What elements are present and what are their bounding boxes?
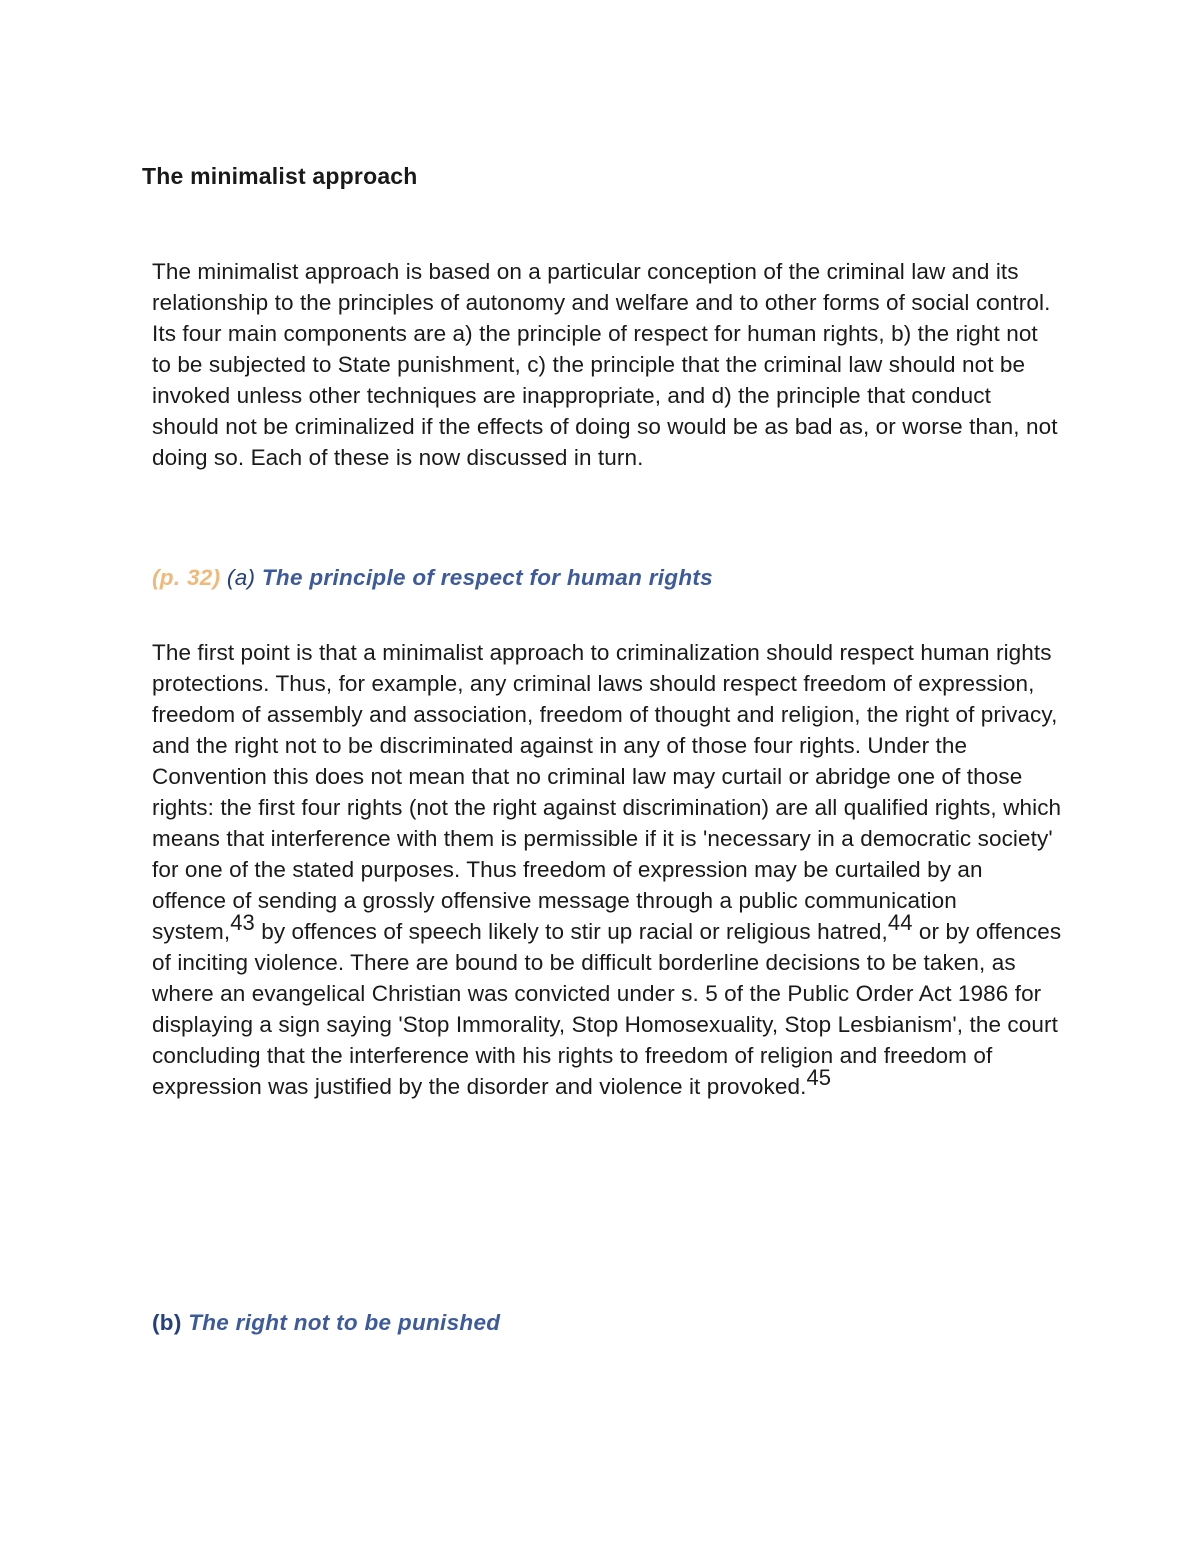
intro-paragraph: The minimalist approach is based on a particular conception of the criminal law and its relationship to the principles of autonomy and welfare and to other forms of social control. Its four main components are a) the principle of respect for human rights, b) the right not to be subjected to State punishment, c) the principle that the criminal law should not be invoked unless other techniques are inappropriate, and d) the principle that conduct should not be criminalized if the effects of doing so would be as bad as, or worse than, not doing so. Each of these is now discussed in turn.	[152, 259, 1058, 470]
section-a-title: The principle of respect for human rights	[261, 565, 713, 590]
section-b-title: The right not to be punished	[188, 1310, 501, 1335]
section-b-heading	[152, 1310, 500, 1336]
section-b-label: (b)	[152, 1310, 182, 1335]
section-a-paragraph	[152, 637, 1062, 1102]
page-reference: (p. 32)	[152, 565, 221, 590]
document-title: The minimalist approach	[142, 163, 418, 189]
footnote-ref-43: 43	[230, 910, 255, 935]
footnote-ref-45: 45	[806, 1065, 832, 1090]
section-a-label: (a)	[226, 565, 256, 590]
footnote-ref-44: 44	[887, 910, 913, 935]
section-a-heading	[152, 565, 713, 591]
section-a-text-2: by offences of speech likely to stir up racial or religious hatred,	[254, 919, 888, 944]
section-a-text-1: The first point is that a minimalist approach to criminalization should respect human rights protections. Thus, for example, any criminal laws should respect freedom of expression, freedom of assembly and association, freedom of thought and religion, the right of privacy, and the right not to be discriminated against in any of those four rights. Under the Convention this does not mean that no criminal law may curtail or abridge one of those rights: the first four rights (not the right against discrimination) are all qualified rights, which means that interference with them is permissible if it is 'necessary in a democratic society' for one of the stated purposes. Thus freedom of expression may be curtailed by an offence of sending a grossly offensive message through a public communication system,	[152, 640, 1062, 944]
section-a-text-3: or by offences of inciting violence. There are bound to be difficult borderline decisions to be taken, as where an evangelical Christian was convicted under s. 5 of the Public Order Act 1986 for displaying a sign saying 'Stop Immorality, Stop Homosexuality, Stop Lesbianism', the court concluding that the interference with his rights to freedom of religion and freedom of expression was justified by the disorder and violence it provoked.	[152, 919, 1062, 1099]
